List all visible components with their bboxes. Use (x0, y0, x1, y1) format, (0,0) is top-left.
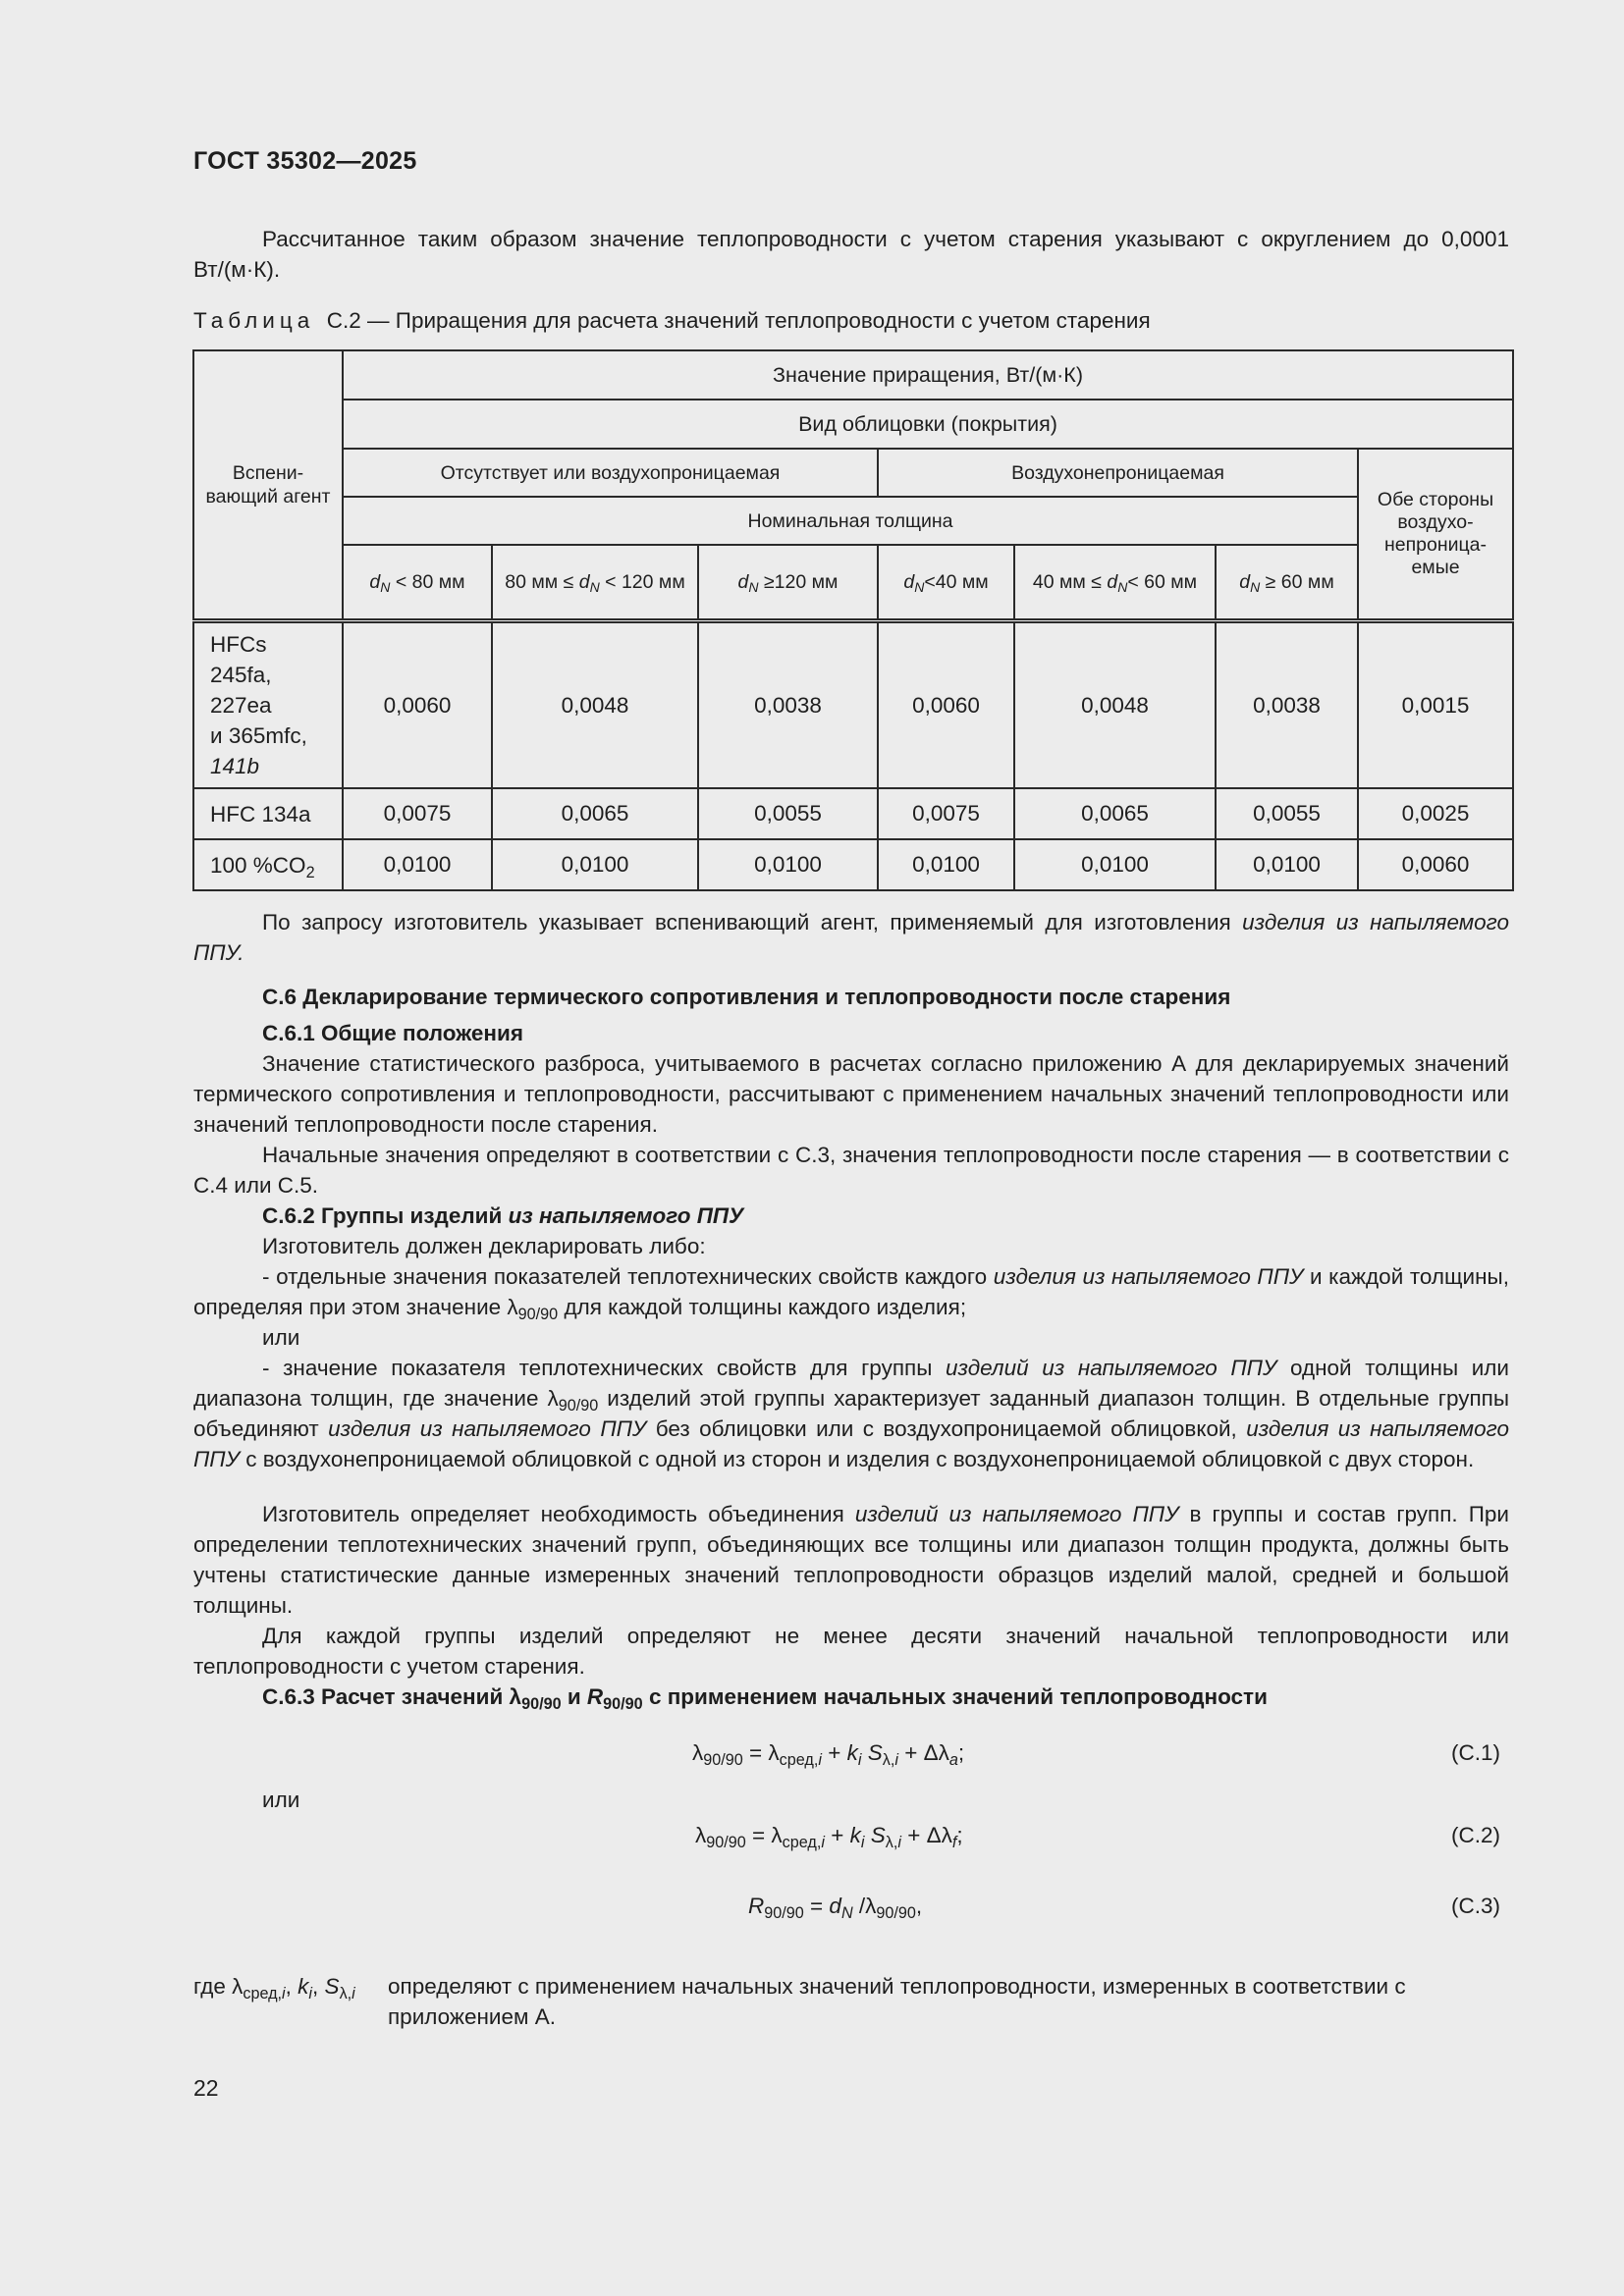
section-c6-heading: С.6 Декларирование термического сопротивления и теплопроводности после старения (262, 985, 1231, 1009)
value-cell: 0,0048 (1014, 621, 1216, 789)
table-row (193, 839, 1513, 890)
formula-c1: $\lambda_{90/90} = \lambda_{сред,i} + k_i$ $S_{\lambda,i} + \Delta\lambda_a$; (692, 1740, 965, 1769)
header-absent: Отсутствует или воздухопроницаемая (343, 449, 878, 497)
table-caption (193, 308, 1151, 334)
value-cell: 0,0100 (343, 839, 492, 890)
value-cell: 0,0075 (878, 788, 1014, 839)
c62-paragraph-1: Изготовитель должен декларировать либо: (262, 1234, 706, 1258)
formula-c2: $\lambda_{90/90} = \lambda_{сред,i} + k_i$ $S_{\lambda,i} + \Delta\lambda_f$; (695, 1823, 963, 1851)
value-cell: 0,0015 (1358, 621, 1513, 789)
value-cell: 0,0100 (878, 839, 1014, 890)
header-airtight: Воздухонепроницаемая (878, 449, 1358, 497)
agent-cell: HFC 134a (193, 788, 343, 839)
section-c62-heading: С.6.2 Группы изделий из напыляемого ППУ (262, 1203, 744, 1228)
c61-paragraph-1: Значение статистического разброса, учитываемого в расчетах согласно приложению А для декларируемых значений термического сопротивления и теплопроводности, рассчитывают с применением начальных значений теплопроводности или значений теплопроводности после старения. (193, 1051, 1509, 1137)
table-caption-text: С.2 — Приращения для расчета значений теплопроводности с учетом старения (326, 308, 1151, 333)
value-cell: 0,0100 (698, 839, 878, 890)
thickness-header-2: 80 мм ≤ $d_N < 120$ мм (492, 545, 698, 621)
increments-table (192, 349, 1514, 891)
header-nominal-thickness: Номинальная толщина (343, 497, 1358, 545)
table-caption-label: Таблица (193, 308, 315, 333)
bullet-2: - значение показателя теплотехнических свойств для группы изделий из напыляемого ППУ одной толщины или диапазона толщин, где значение $\lambda_{90/90}$ изделий этой группы характеризует заданный диапазон толщин. В отдельные группы объединяют изделия из напыляемого ППУ без облицовки или с воздухопроницаемой облицовкой, изделия из напыляемого ППУ с воздухонепроницаемой облицовкой с одной из сторон и изделия с воздухонепроницаемой облицовкой с двух сторон. (193, 1356, 1510, 1471)
where-text: определяют с применением начальных значений теплопроводности, измеренных в соответствии с приложением А. (388, 1974, 1406, 2029)
intro-paragraph: Рассчитанное таким образом значение теплопроводности с учетом старения указывают с округлением до 0,0001 Вт/(м·К). (193, 227, 1509, 282)
request-paragraph: По запросу изготовитель указывает вспенивающий агент, применяемый для изготовления изделия из напыляемого ППУ. (193, 910, 1509, 965)
value-cell: 0,0048 (492, 621, 698, 789)
header-both-sides: Обе стороны воздухо-непроница-емые (1358, 449, 1513, 621)
value-cell: 0,0100 (492, 839, 698, 890)
thickness-header-1: $d_N < 80$ мм (343, 545, 492, 621)
section-c61-heading: С.6.1 Общие положения (262, 1021, 523, 1045)
value-cell: 0,0055 (1216, 788, 1358, 839)
thickness-header-4: $d_N<40$ мм (878, 545, 1014, 621)
value-cell: 0,0100 (1216, 839, 1358, 890)
value-cell: 0,0038 (698, 621, 878, 789)
formula-c3: $R_{90/90} = d_N$ $/\lambda_{90/90}$, (748, 1894, 923, 1922)
thickness-header-row (193, 545, 1513, 621)
table-row (193, 788, 1513, 839)
table-row (193, 621, 1513, 789)
section-c63-heading: С.6.3 Расчет значений $\lambda_{90/90}$ и $R_{90/90}$ с применением начальных значений теплопроводности (262, 1684, 1268, 1713)
thickness-header-3: $d_N \ge 120$ мм (698, 545, 878, 621)
thickness-header-5: 40 мм ≤ $d_N< 60$ мм (1014, 545, 1216, 621)
page-number: 22 (193, 2075, 219, 2101)
value-cell: 0,0055 (698, 788, 878, 839)
value-cell: 0,0065 (1014, 788, 1216, 839)
value-cell: 0,0060 (1358, 839, 1513, 890)
agent-cell: HFCs 245fa, 227ea и 365mfc, 141b (193, 621, 343, 789)
or-text-2: или (262, 1788, 300, 1812)
formula-c1-number: (С.1) (1451, 1740, 1500, 1765)
document-header: ГОСТ 35302—2025 (193, 147, 417, 175)
value-cell: 0,0100 (1014, 839, 1216, 890)
header-facing: Вид облицовки (покрытия) (343, 400, 1513, 449)
c62-paragraph-4: Для каждой группы изделий определяют не менее десяти значений начальной теплопроводности или теплопроводности с учетом старения. (193, 1624, 1509, 1679)
c61-paragraph-2: Начальные значения определяют в соответствии с С.3, значения теплопроводности после старения — в соответствии с С.4 или С.5. (193, 1143, 1509, 1198)
formula-c3-number: (С.3) (1451, 1894, 1500, 1918)
thickness-header-6: $d_N \ge 60$ мм (1216, 545, 1358, 621)
value-cell: 0,0060 (878, 621, 1014, 789)
bullet-1: - отдельные значения показателей теплотехнических свойств каждого изделия из напыляемого ППУ и каждой толщины, определяя при этом значение $\lambda_{90/90}$ для каждой толщины каждого изделия; (193, 1264, 1509, 1323)
value-cell: 0,0075 (343, 788, 492, 839)
where-definition: где $\lambda_{сред,i}$, $k_i$, $S_{\lambda,i}$ (193, 1974, 355, 2002)
header-value: Значение приращения, Вт/(м·К) (343, 350, 1513, 400)
agent-cell: 100 $\%CO_2$ (193, 839, 343, 890)
header-agent: Вспени-вающий агент (193, 350, 343, 621)
value-cell: 0,0025 (1358, 788, 1513, 839)
or-text-1: или (262, 1325, 300, 1350)
value-cell: 0,0060 (343, 621, 492, 789)
formula-c2-number: (С.2) (1451, 1823, 1500, 1847)
value-cell: 0,0038 (1216, 621, 1358, 789)
value-cell: 0,0065 (492, 788, 698, 839)
c62-paragraph-3: Изготовитель определяет необходимость объединения изделий из напыляемого ППУ в группы и состав групп. При определении теплотехнических значений групп, объединяющих все толщины или диапазон толщин продукта, должны быть учтены статистические данные измеренных значений теплопроводности образцов изделий малой, средней и большой толщины. (193, 1502, 1509, 1618)
